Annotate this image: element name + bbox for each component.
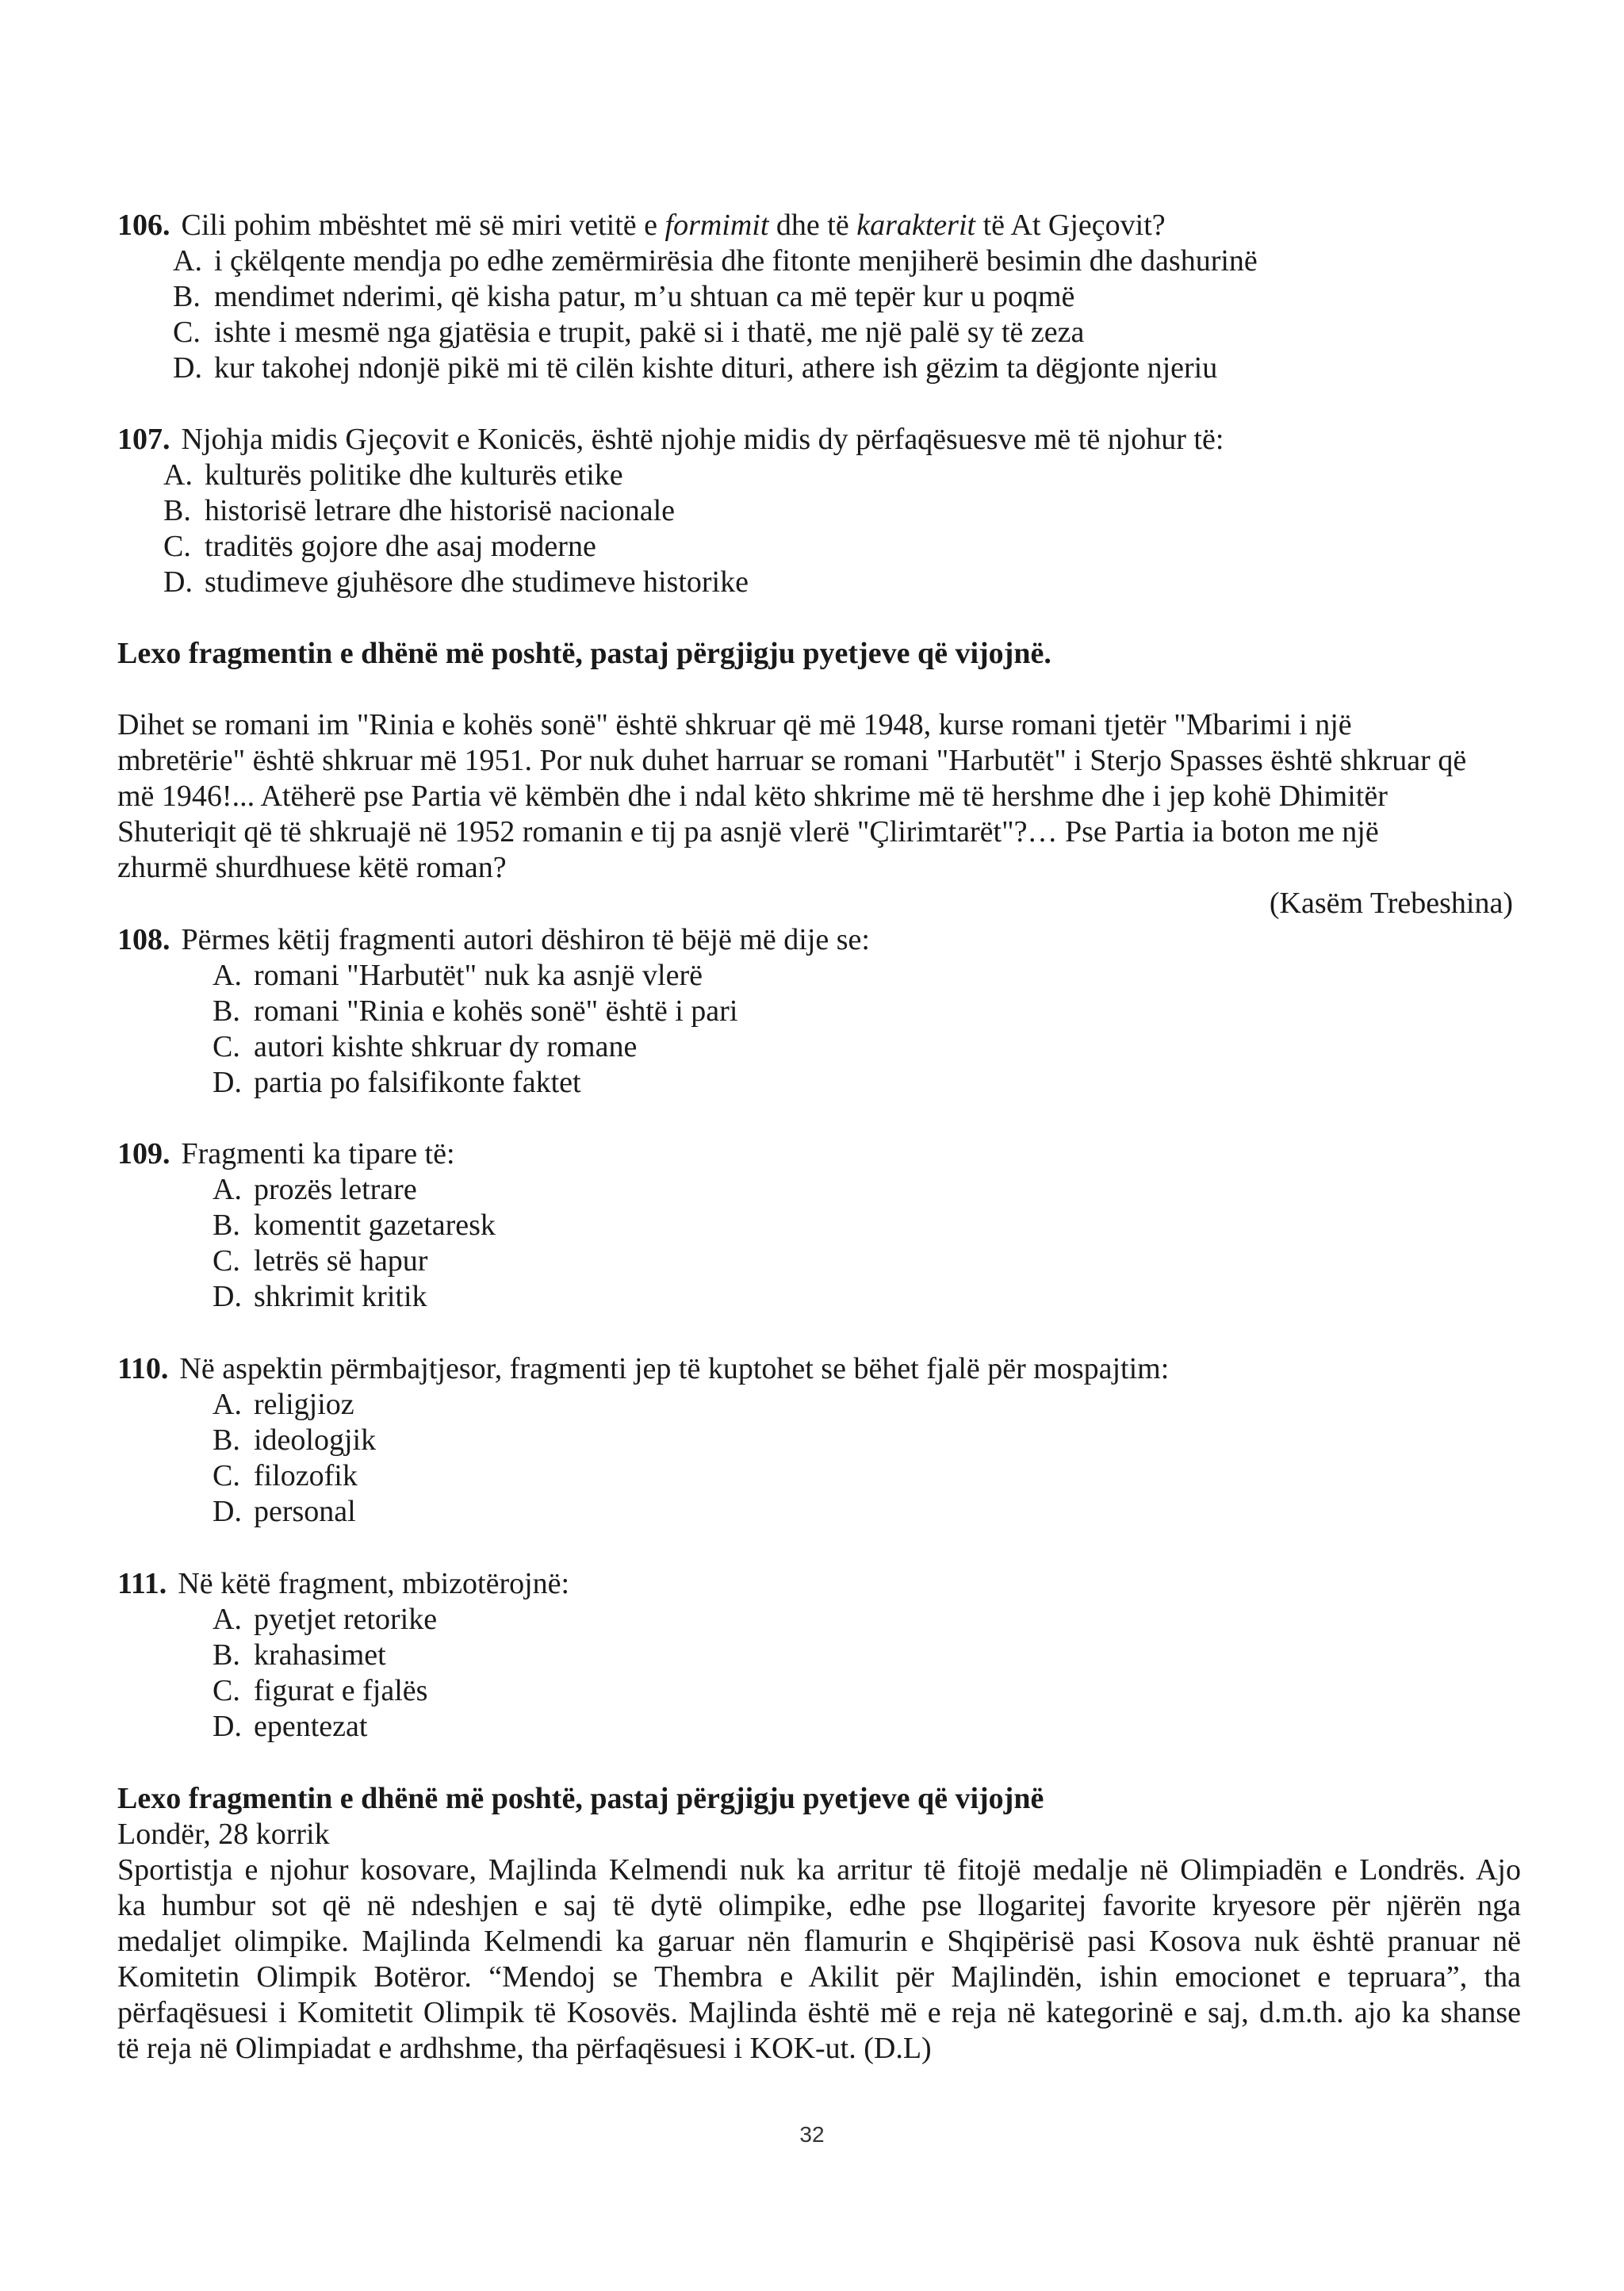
fragment-text: Dihet se romani im "Rinia e kohës sonë" është shkruar që më 1948, kurse romani tjetër "Mbarimi i një mbretërie" është shkruar më 1951. Por nuk duhet harruar se romani "Harbutët" i Sterjo Spasses është shkruar që më 1946!... Atëherë pse Partia vë këmbën dhe i ndal këto shkrime më të hershme dhe i jep kohë Dhimitër Shuteriqit që të shkruajë në 1952 romanin e tij pa asnjë vlerë "Çlirimtarët"?… Pse Partia ia boton me një zhurmë shurdhuese këtë roman? — [117, 708, 1467, 884]
option-c[interactable]: C. letrës së hapur — [213, 1244, 428, 1278]
option-c[interactable]: C. ishte i mesmë nga gjatësia e trupit, pakë si i thatë, me një palë sy të zeza — [173, 316, 1085, 349]
option-d[interactable]: D. kur takohej ndonjë pikë mi të cilën kishte dituri, athere ish gëzim ta dëgjonte njeriu — [173, 351, 1218, 385]
option-a[interactable]: A. prozës letrare — [213, 1173, 417, 1206]
question-stem: 108. Përmes këtij fragmenti autori dëshiron të bëjë më dije se: — [117, 923, 870, 956]
fragment-text: Sportistja e njohur kosovare, Majlinda Kelmendi nuk ka arritur të fitojë medalje në Olimpiadën e Londrës. Ajo ka humbur sot që në ndeshjen e saj të dytë olimpike, edhe pse llogaritej favorite kryesore për njërën nga medaljet olimpike. Majlinda Kelmendi ka garuar nën flamurin e Shqipërisë pasi Kosova nuk është pranuar në Komitetin Olimpik Botëror. “Mendoj se Thembra e Akilit për Majlindën, ishin emocionet e tepruara”, tha përfaqësuesi i Komitetit Olimpik të Kosovës. Majlinda është më e reja në kategorinë e saj, d.m.th. ajo ka shanse të reja në Olimpiadat e ardhshme, tha përfaqësuesi i KOK-ut. (D.L) — [117, 1853, 1521, 2065]
option-a[interactable]: A. romani "Harbutët" nuk ka asnjë vlerë — [213, 959, 703, 992]
question-108 — [117, 922, 1521, 1101]
question-110 — [117, 1351, 1521, 1530]
question-stem: 106. Cili pohim mbështet më së miri vetitë e formimit dhe të karakterit të At Gjeçovit? — [117, 209, 1166, 242]
question-106 — [117, 208, 1521, 386]
question-number: 108. — [117, 923, 170, 956]
options-list — [213, 1602, 1521, 1745]
section-instruction: Lexo fragmentin e dhënë më poshtë, pastaj përgjigju pyetjeve që vijojnë — [117, 1782, 1044, 1815]
question-109 — [117, 1136, 1521, 1315]
emphasis-karakterit: karakterit — [856, 209, 976, 242]
option-a[interactable]: A. religjioz — [213, 1388, 354, 1421]
option-a[interactable]: A. pyetjet retorike — [213, 1603, 438, 1636]
question-number: 110. — [117, 1352, 169, 1385]
option-c[interactable]: C. filozofik — [213, 1459, 358, 1492]
question-number: 107. — [117, 423, 170, 456]
option-c[interactable]: C. traditës gojore dhe asaj moderne — [163, 530, 596, 563]
option-b[interactable]: B. krahasimet — [213, 1638, 386, 1672]
option-d[interactable]: D. shkrimit kritik — [213, 1280, 427, 1313]
fragment-author: (Kasëm Trebeshina) — [1269, 887, 1513, 920]
option-b[interactable]: B. komentit gazetaresk — [213, 1209, 496, 1242]
option-b[interactable]: B. historisë letrare dhe historisë nacionale — [163, 494, 676, 527]
question-107 — [117, 422, 1521, 600]
question-number: 109. — [117, 1137, 170, 1170]
section-instruction: Lexo fragmentin e dhënë më poshtë, pastaj përgjigju pyetjeve që vijojnë. — [117, 637, 1051, 670]
option-d[interactable]: D. studimeve gjuhësore dhe studimeve historike — [163, 565, 749, 599]
option-c[interactable]: C. figurat e fjalës — [213, 1674, 428, 1707]
options-list — [213, 1387, 1521, 1530]
options-list — [213, 1172, 1521, 1315]
fragment-kelmendi — [117, 1817, 1521, 2067]
question-stem: 107. Njohja midis Gjeçovit e Konicës, është njohje midis dy përfaqësuesve më të njohur të: — [117, 423, 1224, 456]
fragment-trebeshina — [117, 707, 1521, 921]
options-list — [173, 243, 1521, 386]
option-a[interactable]: A. i çkëlqente mendja po edhe zemërmirësia dhe fitonte menjiherë besimin dhe dashurinë — [173, 244, 1258, 278]
emphasis-formimit: formimit — [665, 209, 769, 242]
options-list — [213, 958, 1521, 1101]
option-c[interactable]: C. autori kishte shkruar dy romane — [213, 1030, 638, 1063]
option-b[interactable]: B. romani "Rinia e kohës sonë" është i pari — [213, 994, 738, 1028]
option-d[interactable]: D. partia po falsifikonte faktet — [213, 1066, 581, 1099]
fragment-dateline: Londër, 28 korrik — [117, 1818, 330, 1851]
option-d[interactable]: D. personal — [213, 1495, 356, 1528]
page-number: 32 — [799, 2122, 825, 2147]
question-number: 111. — [117, 1567, 167, 1600]
question-stem: 109. Fragmenti ka tipare të: — [117, 1137, 455, 1170]
option-d[interactable]: D. epentezat — [213, 1710, 368, 1743]
question-number: 106. — [117, 209, 170, 242]
option-b[interactable]: B. ideologjik — [213, 1423, 377, 1457]
question-stem: 111. Në këtë fragment, mbizotërojnë: — [117, 1567, 570, 1600]
option-a[interactable]: A. kulturës politike dhe kulturës etike — [163, 458, 623, 492]
question-111 — [117, 1566, 1521, 1745]
question-stem: 110. Në aspektin përmbajtjesor, fragmenti jep të kuptohet se bëhet fjalë për mospajtim: — [117, 1352, 1170, 1385]
options-list — [163, 458, 1521, 600]
option-b[interactable]: B. mendimet nderimi, që kisha patur, m’u shtuan ca më tepër kur u poqmë — [173, 280, 1075, 313]
